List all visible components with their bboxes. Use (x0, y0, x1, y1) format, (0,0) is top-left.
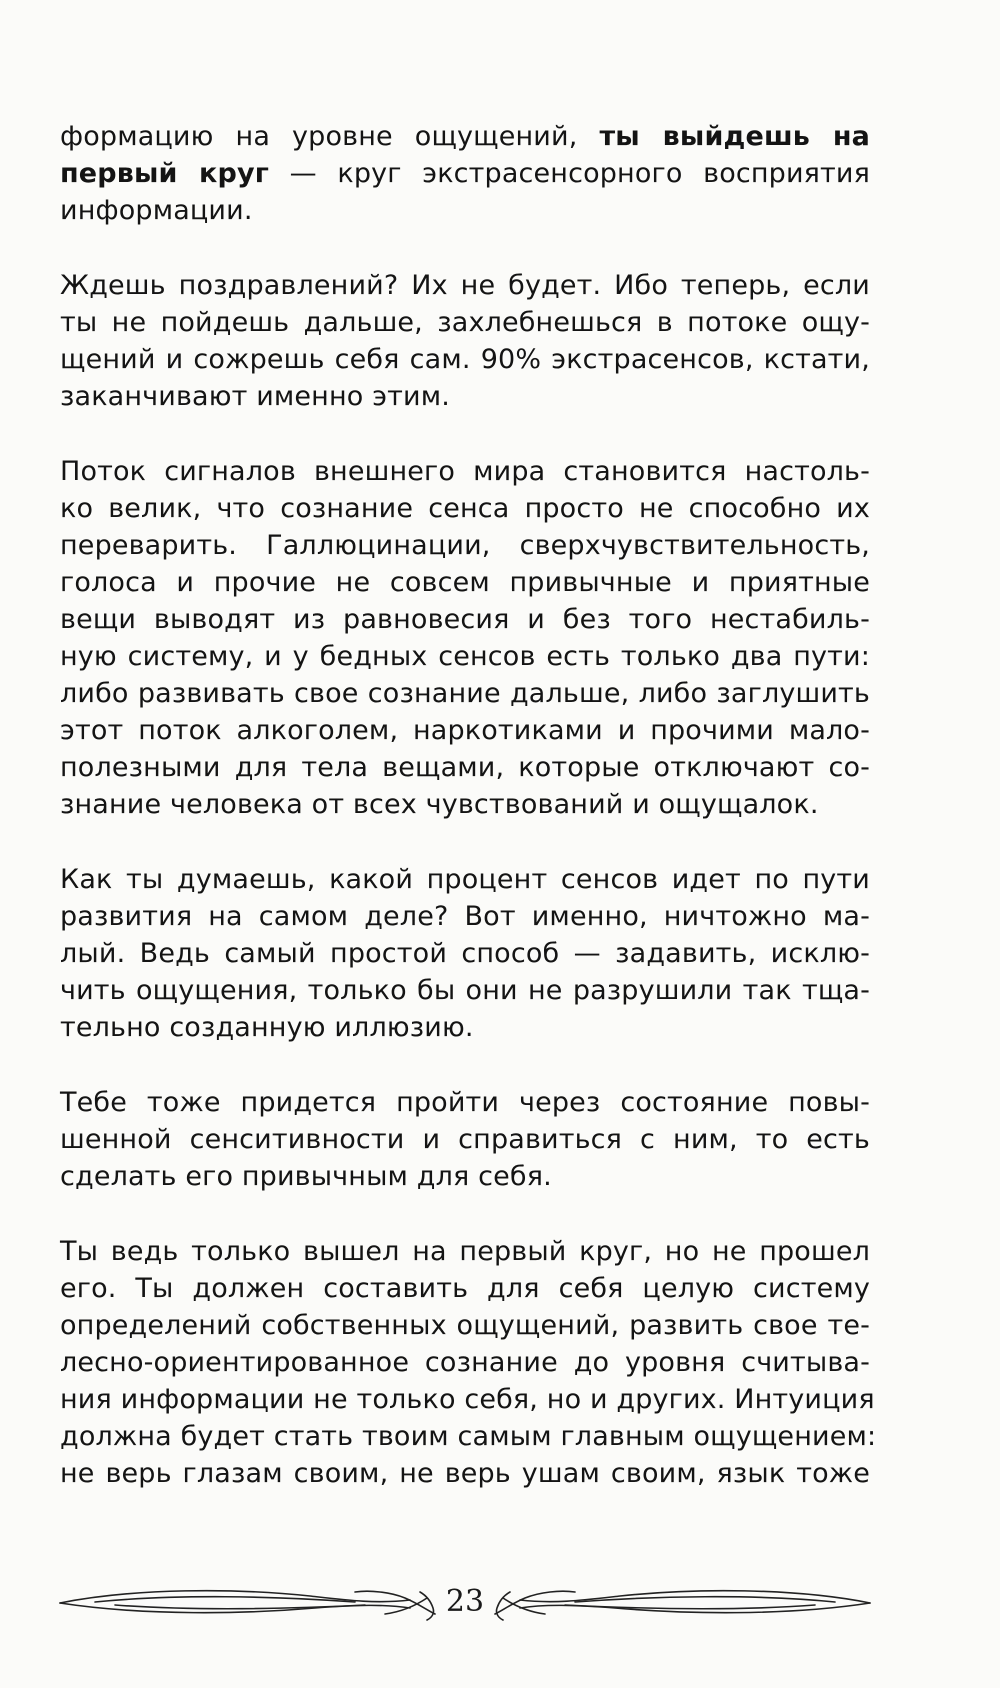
text-run: должна будет стать твоим самым главным ощущением: (60, 1421, 877, 1452)
text-line (60, 749, 870, 786)
text-run: Тебе тоже придется пройти через состояние повы- (60, 1087, 870, 1118)
text-run: полезными для тела вещами, которые отключают со- (60, 752, 870, 783)
text-line (60, 527, 870, 564)
text-run: либо развивать свое сознание дальше, либо заглушить (60, 678, 870, 709)
text-line (60, 1381, 875, 1418)
text-line (60, 118, 870, 155)
text-line (60, 1158, 870, 1195)
text-run: сделать его привычным для себя. (60, 1161, 552, 1192)
bold-text-run: первый круг (60, 158, 270, 189)
text-line (60, 935, 870, 972)
text-line (60, 898, 870, 935)
text-run: тельно созданную иллюзию. (60, 1012, 474, 1043)
text-line (60, 1270, 870, 1307)
bold-text-run: ты выйдешь на (599, 121, 870, 152)
text-line (60, 1233, 870, 1270)
text-run: вещи выводят из равновесия и без того нестабиль- (60, 604, 870, 635)
text-line (60, 192, 870, 229)
paragraph (60, 267, 870, 415)
text-run: его. Ты должен составить для себя целую систему (60, 1273, 870, 1304)
text-line (60, 638, 870, 675)
text-run: этот поток алкоголем, наркотиками и прочими мало- (60, 715, 870, 746)
page-footer (55, 1578, 875, 1628)
text-run: Ты ведь только вышел на первый круг, но не прошел (60, 1236, 870, 1267)
text-run: шенной сенситивности и справиться с ним, то есть (60, 1124, 870, 1155)
text-run: — круг экстрасенсорного восприятия (269, 158, 871, 189)
text-run: определений собственных ощущений, развить свое те- (60, 1310, 870, 1341)
text-line (60, 1307, 870, 1344)
text-line (60, 601, 870, 638)
text-run: голоса и прочие не совсем привычные и приятные (60, 567, 870, 598)
text-run: Ждешь поздравлений? Их не будет. Ибо теперь, если (60, 270, 870, 301)
text-run: щений и сожрешь себя сам. 90% экстрасенсов, кстати, (60, 344, 870, 375)
text-run: заканчивают именно этим. (60, 381, 450, 412)
text-line (60, 1455, 870, 1492)
text-line (60, 490, 870, 527)
paragraph (60, 1084, 870, 1195)
text-run: не верь глазам своим, не верь ушам своим, язык тоже (60, 1458, 870, 1489)
text-run: информации. (60, 195, 253, 226)
text-run: ния информации не только себя, но и других. Интуиция (60, 1384, 875, 1415)
text-line (60, 972, 870, 1009)
page-number: 23 (445, 1584, 485, 1619)
text-run: чить ощущения, только бы они не разрушили так тща- (60, 975, 870, 1006)
text-run: переварить. Галлюцинации, сверхчувствительность, (60, 530, 870, 561)
text-run: Как ты думаешь, какой процент сенсов идет по пути (60, 864, 870, 895)
text-line (60, 378, 870, 415)
text-run: лый. Ведь самый простой способ — задавить, исклю- (60, 938, 870, 969)
paragraph (60, 861, 870, 1046)
text-line (60, 712, 870, 749)
text-line (60, 1009, 870, 1046)
text-line (60, 861, 870, 898)
page-body-text (60, 118, 877, 1530)
text-line (60, 1344, 870, 1381)
text-run: Поток сигналов внешнего мира становится настоль- (60, 456, 870, 487)
text-run: развития на самом деле? Вот именно, ничтожно ма- (60, 901, 870, 932)
text-line (60, 341, 870, 378)
text-line (60, 304, 870, 341)
paragraph (60, 453, 870, 823)
text-line (60, 786, 870, 823)
text-run: ты не пойдешь дальше, захлебнешься в потоке ощу- (60, 307, 870, 338)
text-run: формацию на уровне ощущений, (60, 121, 600, 152)
text-line (60, 1121, 870, 1158)
paragraph (60, 1233, 877, 1492)
paragraph (60, 118, 870, 229)
text-run: ко велик, что сознание сенса просто не способно их (60, 493, 870, 524)
text-run: ную систему, и у бедных сенсов есть только два пути: (60, 641, 870, 672)
text-run: знание человека от всех чувствований и ощущалок. (60, 789, 819, 820)
text-run: лесно-ориентированное сознание до уровня считыва- (60, 1347, 870, 1378)
text-line (60, 675, 870, 712)
text-line (60, 1084, 870, 1121)
text-line (60, 1418, 877, 1455)
text-line (60, 564, 870, 601)
text-line (60, 267, 870, 304)
text-line (60, 155, 870, 192)
text-line (60, 453, 870, 490)
